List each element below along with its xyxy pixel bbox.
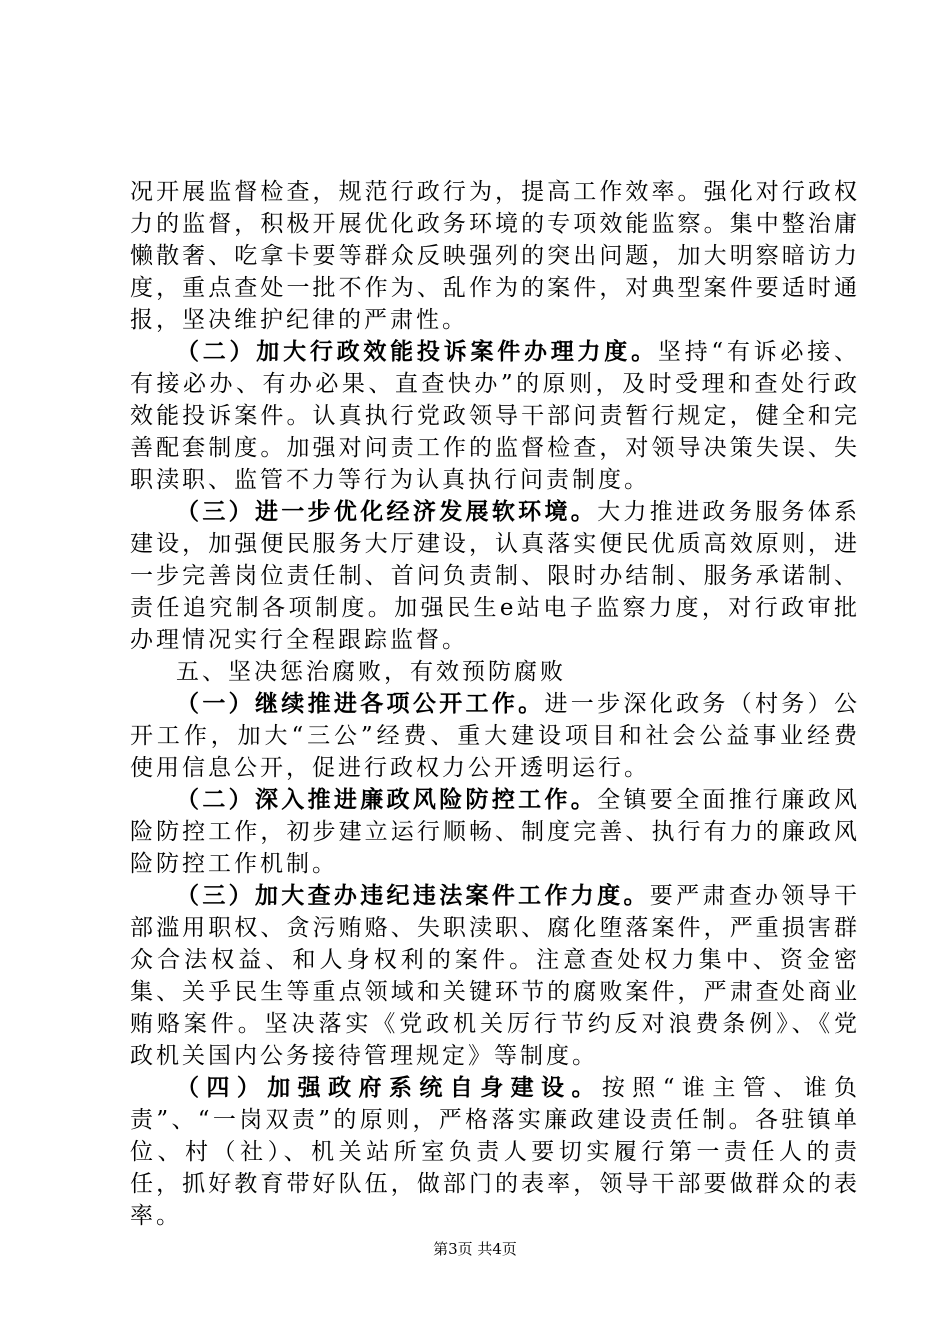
paragraph-3-text: 大力推进政务服务体系建设，加强便民服务大厅建设，认真落实便民优质高效原则，进一步完善岗位责任制、首问负责制、限时办结制、服务承诺制、责任追究制各项制度。加强民生e站电子监察力度，对行政审批办理情况实行全程跟踪监督。 (130, 499, 861, 653)
paragraph-7-heading: （三）加大查办违纪违法案件工作力度。 (176, 882, 650, 909)
page-number: 第3页 共4页 (433, 1240, 517, 1258)
paragraph-6-heading: （二）深入推进廉政风险防控工作。 (176, 786, 598, 813)
section-heading-text: 五、坚决惩治腐败，有效预防腐败 (176, 659, 566, 685)
paragraph-3-heading: （三）进一步优化经济发展软环境。 (176, 498, 598, 525)
paragraph-5-heading: （一）继续推进各项公开工作。 (176, 690, 545, 717)
paragraph-6-text: 全镇要全面推行廉政风险防控工作，初步建立运行顺畅、制度完善、执行有力的廉政风险防控工作机制。 (130, 787, 861, 877)
paragraph-5 (130, 688, 860, 784)
paragraph-5-text: 进一步深化政务（村务）公开工作，加大“三公”经费、重大建设项目和社会公益事业经费使用信息公开，促进行政权力公开透明运行。 (130, 691, 861, 781)
paragraph-1 (130, 176, 860, 336)
paragraph-2 (130, 336, 860, 496)
paragraph-3 (130, 496, 860, 656)
paragraph-1-text: 况开展监督检查，规范行政行为，提高工作效率。强化对行政权力的监督，积极开展优化政务环境的专项效能监察。集中整治庸懒散奢、吃拿卡要等群众反映强列的突出问题，加大明察暗访力度，重点查处一批不作为、乱作为的案件，对典型案件要适时通报，坚决维护纪律的严肃性。 (130, 179, 860, 333)
document-body (130, 176, 860, 1232)
paragraph-8-heading: （四）加强政府系统自身建设。 (176, 1074, 602, 1101)
section-heading (130, 656, 860, 688)
paragraph-7 (130, 880, 860, 1072)
paragraph-2-text: 坚持“有诉必接、有接必办、有办必果、直查快办”的原则，及时受理和查处行政效能投诉案件。认真执行党政领导干部问责暂行规定，健全和完善配套制度。加强对问责工作的监督检查，对领导决策失误、失职渎职、监管不力等行为认真执行问责制度。 (130, 339, 861, 493)
paragraph-6 (130, 784, 860, 880)
paragraph-8 (130, 1072, 860, 1232)
page-footer (0, 1238, 950, 1259)
paragraph-8-text: 按照“谁主管、谁负责”、“一岗双责”的原则，严格落实廉政建设责任制。各驻镇单位、村（社）、机关站所室负责人要切实履行第一责任人的责任，抓好教育带好队伍，做部门的表率，领导干部要做群众的表率。 (130, 1075, 861, 1229)
paragraph-2-heading: （二）加大行政效能投诉案件办理力度。 (176, 338, 658, 365)
paragraph-7-text: 要严肃查办领导干部滥用职权、贪污贿赂、失职渎职、腐化堕落案件，严重损害群众合法权益、和人身权利的案件。注意查处权力集中、资金密集、关乎民生等重点领域和关键环节的腐败案件，严肃查处商业贿赂案件。坚决落实《党政机关厉行节约反对浪费条例》、《党政机关国内公务接待管理规定》等制度。 (130, 883, 861, 1069)
